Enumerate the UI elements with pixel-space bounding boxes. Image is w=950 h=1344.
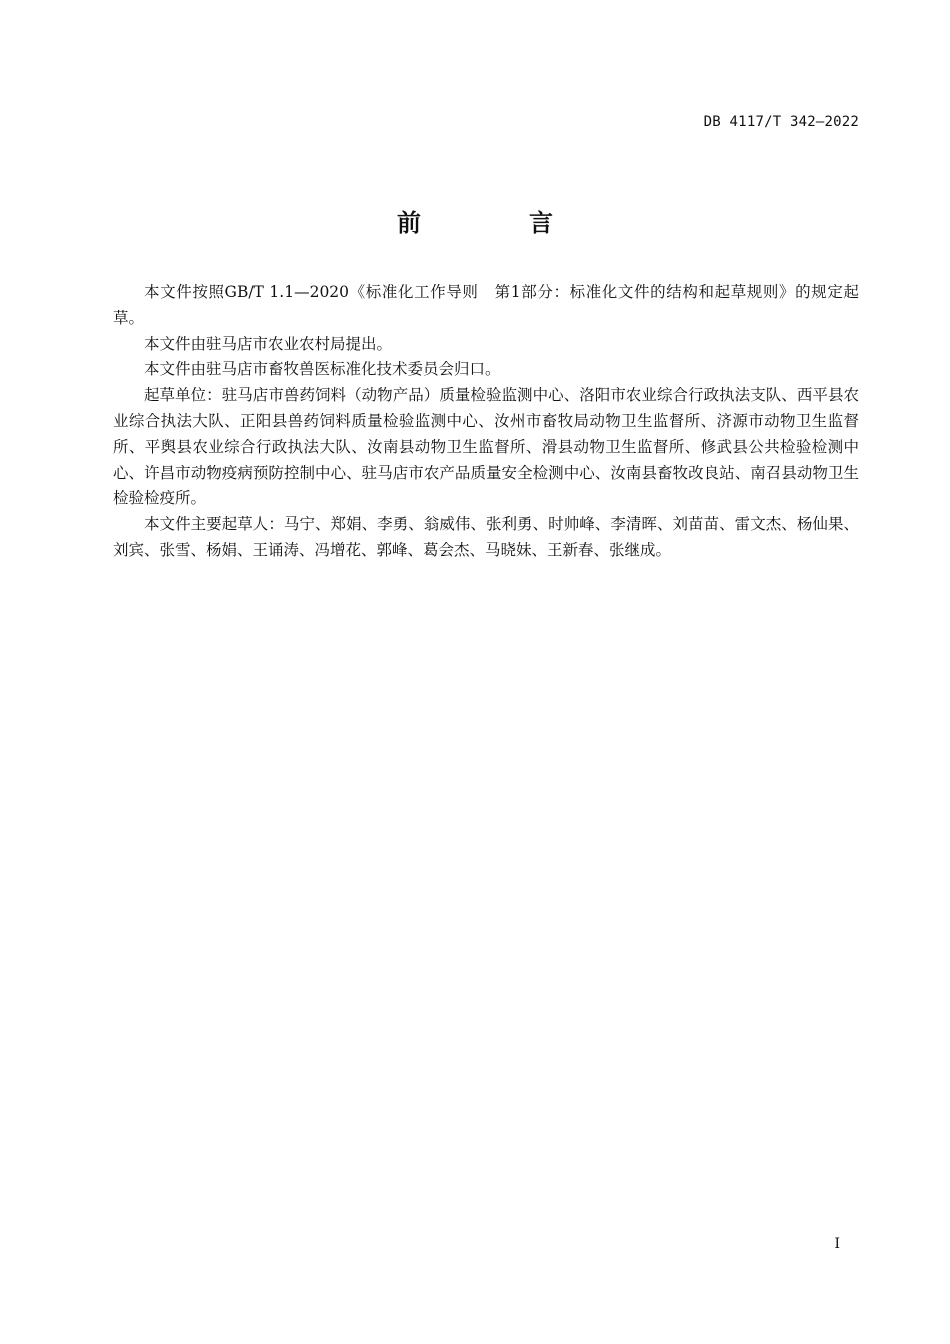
- paragraph-drafters: 本文件主要起草人：马宁、郑娟、李勇、翁威伟、张利勇、时帅峰、李清晖、刘苗苗、雷文杰、杨仙果、刘宾、张雪、杨娟、王诵涛、冯增花、郭峰、葛会杰、马晓妹、王新春、张继成。: [113, 515, 859, 559]
- foreword-body: [113, 280, 859, 564]
- page-title: 前 言: [397, 209, 595, 237]
- paragraph-drafting-basis: 本文件按照GB/T 1.1—2020《标准化工作导则 第1部分：标准化文件的结构和起草规则》的规定起草。: [113, 283, 859, 327]
- paragraph-drafting-units: 起草单位：驻马店市兽药饲料（动物产品）质量检验监测中心、洛阳市农业综合行政执法支队、西平县农业综合执法大队、正阳县兽药饲料质量检验监测中心、汝州市畜牧局动物卫生监督所、济源市动物卫生监督所、平舆县农业综合行政执法大队、汝南县动物卫生监督所、滑县动物卫生监督所、修武县公共检验检测中心、许昌市动物疫病预防控制中心、驻马店市农产品质量安全检测中心、汝南县畜牧改良站、南召县动物卫生检验检疫所。: [113, 386, 859, 508]
- paragraph-proposer: 本文件由驻马店市农业农村局提出。: [144, 334, 393, 353]
- page-number: I: [834, 1236, 840, 1252]
- document-code: DB 4117/T 342—2022: [703, 114, 859, 130]
- paragraph-administrator: 本文件由驻马店市畜牧兽医标准化技术委员会归口。: [144, 360, 501, 379]
